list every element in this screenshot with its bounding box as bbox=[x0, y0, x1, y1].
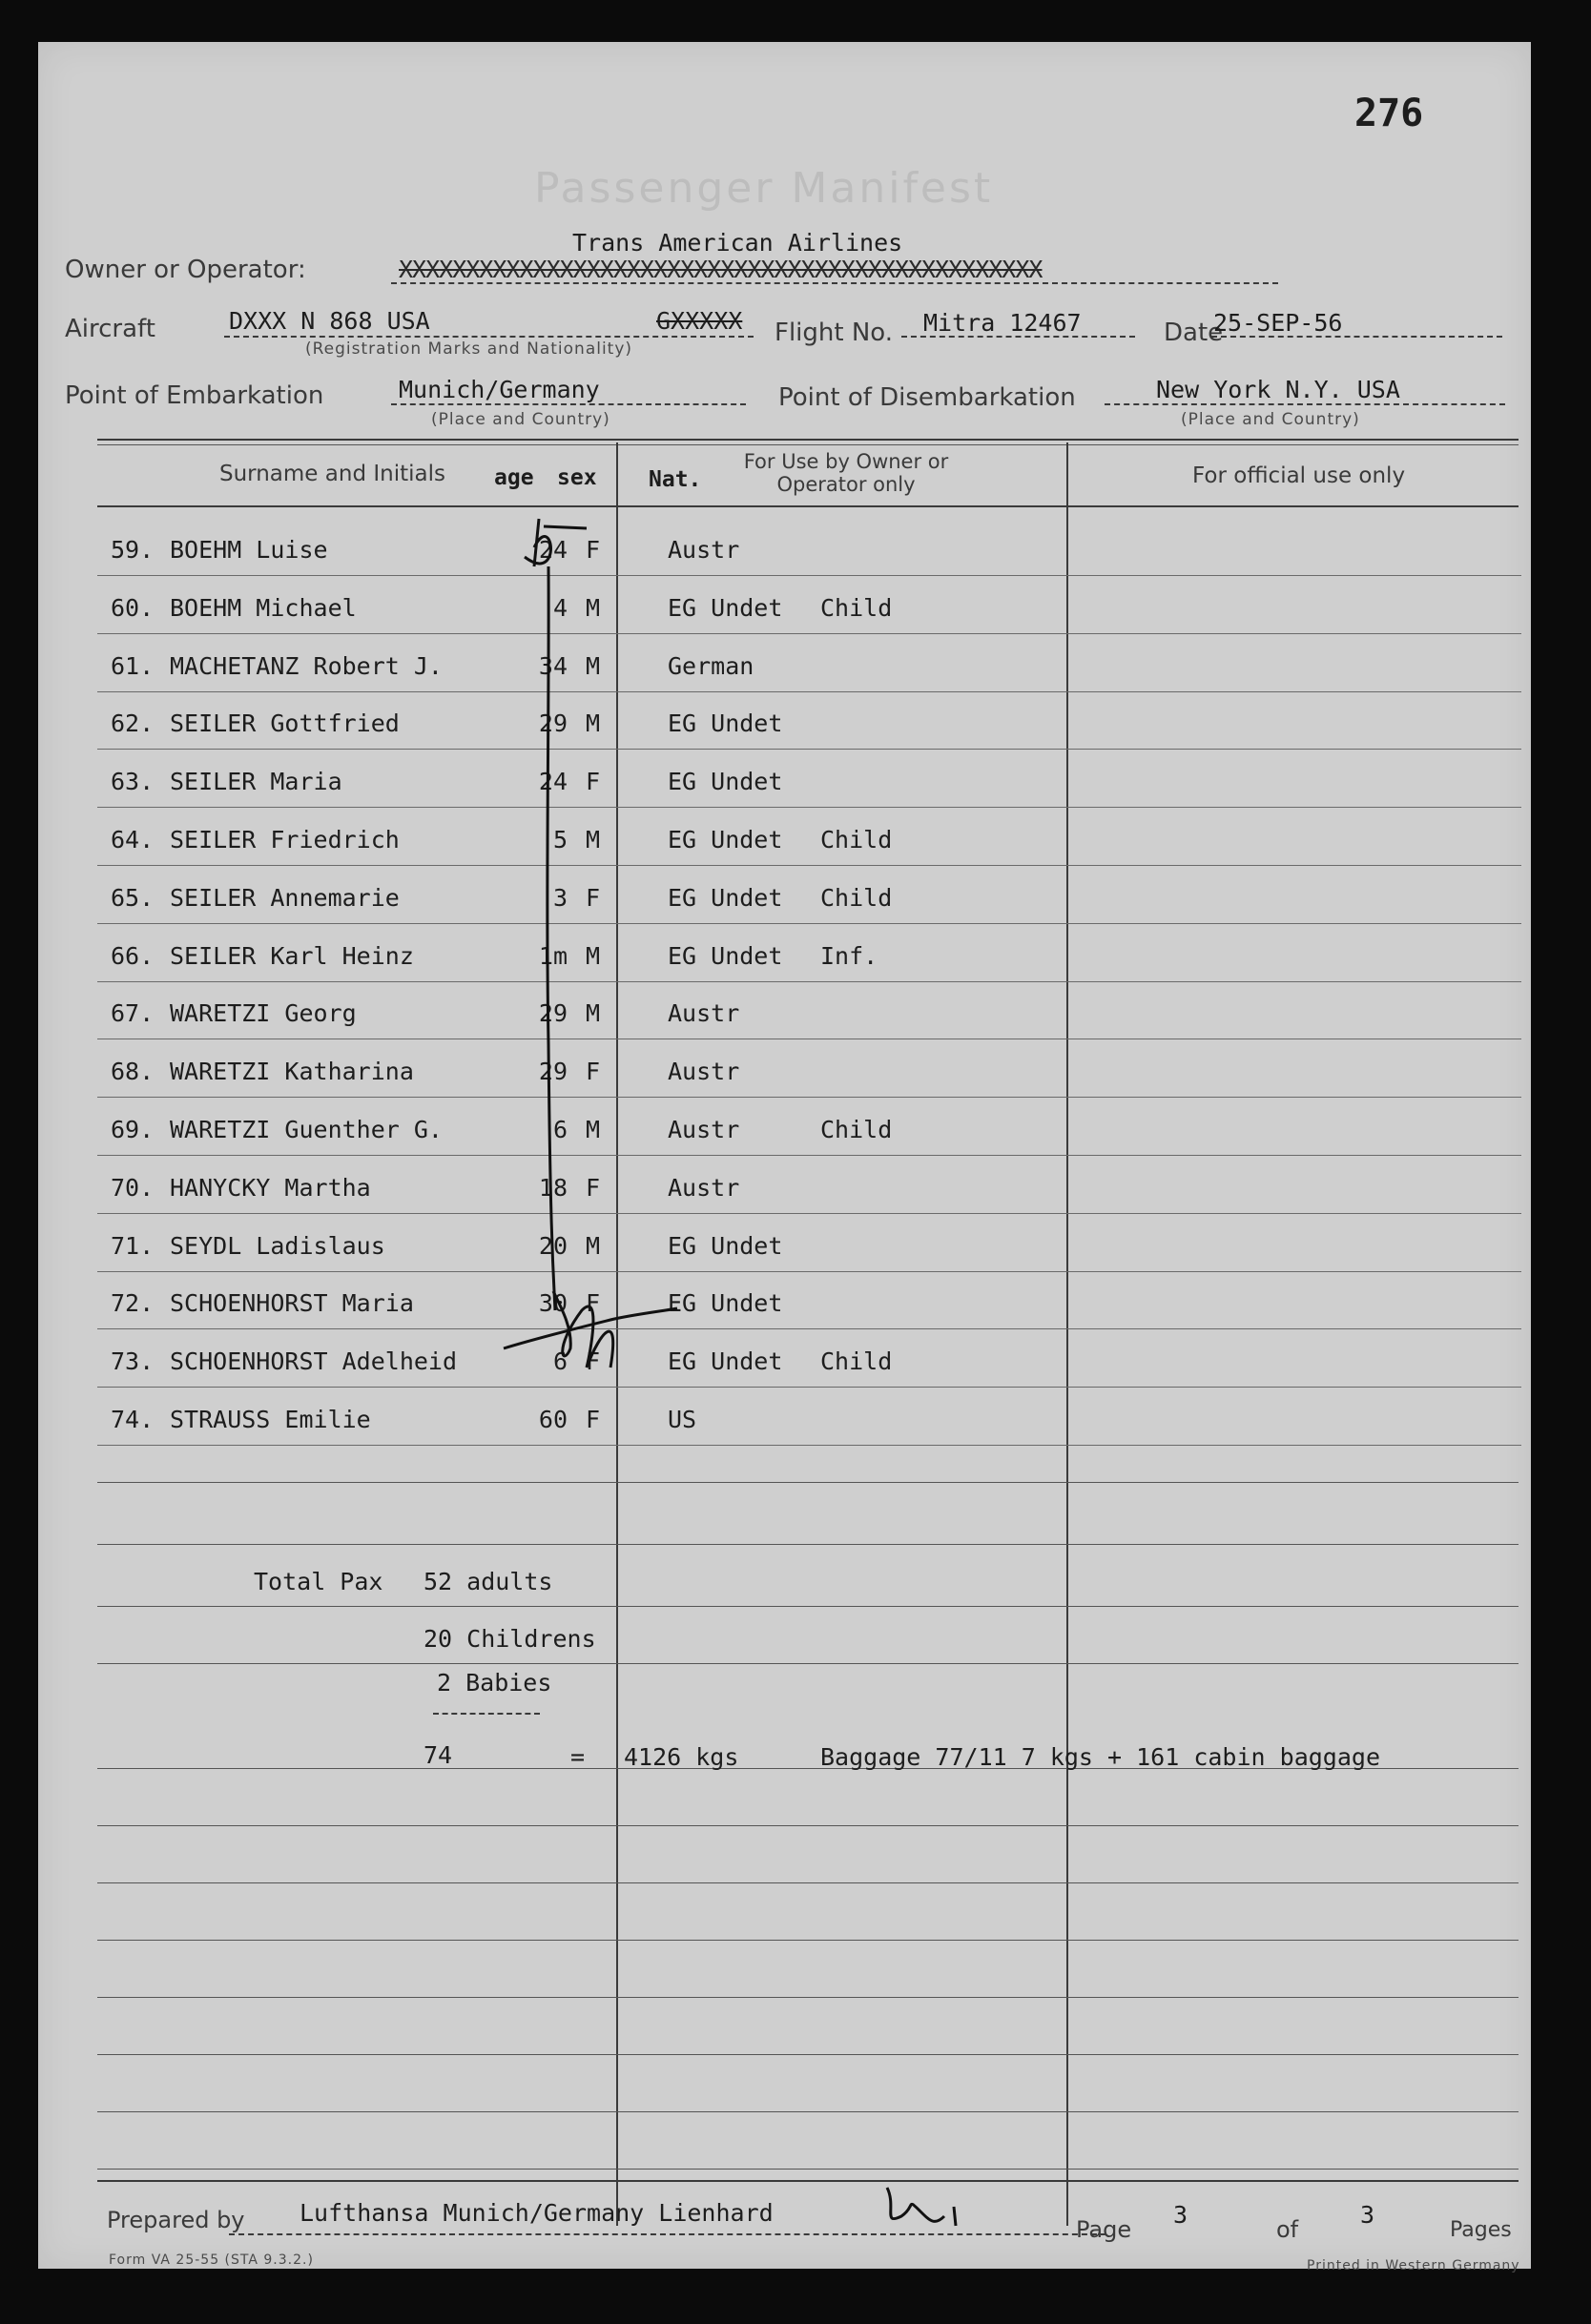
passenger-nationality: EG Undet bbox=[668, 1231, 783, 1260]
passenger-nationality: Austr bbox=[668, 1058, 740, 1086]
passenger-nationality: US bbox=[668, 1406, 697, 1433]
passenger-number: 74. bbox=[111, 1406, 155, 1433]
owner-label: Owner or Operator: bbox=[65, 256, 306, 284]
header-rule-top-2 bbox=[97, 444, 1519, 445]
passenger-sex: F bbox=[586, 1347, 601, 1376]
passenger-number: 65. bbox=[111, 883, 155, 912]
passenger-nationality: Austr bbox=[668, 1173, 740, 1202]
passenger-age: 5 bbox=[552, 826, 568, 854]
passenger-sex: M bbox=[586, 941, 601, 970]
passenger-sex: F bbox=[586, 1173, 601, 1202]
passenger-note: Child bbox=[820, 593, 893, 622]
embark-caption: (Place and Country) bbox=[431, 410, 610, 429]
total-children: 20 Childrens bbox=[424, 1625, 596, 1653]
passenger-nationality: EG Undet bbox=[668, 593, 783, 622]
owner-underline bbox=[391, 282, 1278, 284]
passenger-name: SEILER Gottfried bbox=[170, 710, 400, 738]
disembark-underline bbox=[1105, 403, 1505, 405]
passenger-name: HANYCKY Martha bbox=[170, 1173, 371, 1202]
passenger-age: 29 bbox=[538, 710, 568, 738]
passenger-name: BOEHM Michael bbox=[170, 593, 357, 622]
page-label: Page bbox=[1076, 2216, 1132, 2243]
date-value: 25-SEP-56 bbox=[1213, 309, 1343, 337]
passenger-sex: F bbox=[586, 1058, 601, 1086]
passenger-age: 20 bbox=[538, 1231, 568, 1260]
owner-value: XXXXXXXXXXXXXXXXXXXXXXXXXXXXXXXXXXXXXXXXXXXXXXXX bbox=[399, 256, 1043, 283]
aircraft-caption: (Registration Marks and Nationality) bbox=[305, 339, 633, 359]
page-value: 3 bbox=[1173, 2201, 1188, 2229]
header-owner-use: For Use by Owner or Operator only bbox=[743, 450, 949, 496]
passenger-number: 68. bbox=[111, 1058, 155, 1086]
passenger-sex: F bbox=[586, 1289, 601, 1318]
passenger-row bbox=[38, 809, 1531, 866]
passenger-row bbox=[38, 692, 1531, 750]
passenger-note: Child bbox=[820, 826, 893, 854]
page-number: 276 bbox=[1354, 92, 1424, 135]
total-weight: 4126 kgs bbox=[624, 1743, 739, 1771]
passenger-age: 60 bbox=[538, 1406, 568, 1433]
passenger-nationality: EG Undet bbox=[668, 941, 783, 970]
form-id: Form VA 25-55 (STA 9.3.2.) bbox=[109, 2252, 314, 2268]
passenger-row bbox=[38, 867, 1531, 924]
printed-note: Printed in Western Germany bbox=[1307, 2258, 1520, 2273]
passenger-sex: F bbox=[586, 768, 601, 796]
passenger-sex: F bbox=[586, 536, 601, 564]
of-value: 3 bbox=[1360, 2201, 1375, 2229]
header-rule-bottom bbox=[97, 505, 1519, 507]
passenger-nationality: Austr bbox=[668, 999, 740, 1028]
passenger-age: 6 bbox=[552, 1347, 568, 1376]
aircraft-underline bbox=[224, 336, 754, 338]
passenger-number: 59. bbox=[111, 536, 155, 564]
totals-separator bbox=[433, 1713, 540, 1715]
passenger-row bbox=[38, 1099, 1531, 1156]
passenger-number: 66. bbox=[111, 941, 155, 970]
passenger-number: 67. bbox=[111, 999, 155, 1028]
passenger-note: Inf. bbox=[820, 941, 878, 970]
passenger-number: 73. bbox=[111, 1347, 155, 1376]
passenger-age: 24 bbox=[538, 536, 568, 564]
total-equals: = bbox=[570, 1743, 586, 1771]
passenger-name: MACHETANZ Robert J. bbox=[170, 651, 443, 680]
passenger-nationality: EG Undet bbox=[668, 883, 783, 912]
passenger-number: 70. bbox=[111, 1173, 155, 1202]
passenger-name: SCHOENHORST Maria bbox=[170, 1289, 414, 1318]
passenger-number: 62. bbox=[111, 710, 155, 738]
prepared-label: Prepared by bbox=[107, 2207, 245, 2233]
header-age: age bbox=[494, 465, 534, 490]
flight-underline bbox=[901, 336, 1135, 338]
passenger-row bbox=[38, 635, 1531, 692]
disembark-caption: (Place and Country) bbox=[1181, 410, 1360, 429]
header-official: For official use only bbox=[1192, 463, 1406, 488]
passenger-age: 18 bbox=[538, 1173, 568, 1202]
empty-row-rule bbox=[97, 2169, 1519, 2170]
empty-row-rule bbox=[97, 1663, 1519, 1664]
passenger-sex: M bbox=[586, 999, 601, 1028]
passenger-row bbox=[38, 1330, 1531, 1388]
passenger-nationality: EG Undet bbox=[668, 710, 783, 738]
passenger-row bbox=[38, 1215, 1531, 1272]
prepared-value: Lufthansa Munich/Germany Lienhard bbox=[300, 2199, 774, 2227]
passenger-row bbox=[38, 1157, 1531, 1214]
passenger-number: 64. bbox=[111, 826, 155, 854]
passenger-name: WARETZI Guenther G. bbox=[170, 1116, 443, 1143]
date-underline bbox=[1211, 336, 1502, 338]
empty-row-rule bbox=[97, 1825, 1519, 1826]
passenger-nationality: Austr bbox=[668, 536, 740, 564]
empty-row-rule bbox=[97, 1940, 1519, 1941]
of-label: of bbox=[1276, 2216, 1299, 2243]
total-pax-label: Total Pax bbox=[254, 1568, 383, 1595]
passenger-note: Child bbox=[820, 883, 893, 912]
passenger-row bbox=[38, 577, 1531, 634]
empty-row-rule bbox=[97, 1882, 1519, 1883]
passenger-name: SEILER Maria bbox=[170, 768, 342, 796]
passenger-sex: M bbox=[586, 710, 601, 738]
total-sum: 74 bbox=[424, 1741, 453, 1769]
aircraft-value: DXXX N 868 USA bbox=[229, 307, 430, 335]
passenger-age: 24 bbox=[538, 768, 568, 796]
embark-value: Munich/Germany bbox=[399, 376, 600, 403]
passenger-nationality: EG Undet bbox=[668, 826, 783, 854]
passenger-name: STRAUSS Emilie bbox=[170, 1406, 371, 1433]
passenger-nationality: German bbox=[668, 651, 754, 680]
handwritten-initials bbox=[878, 2178, 992, 2235]
passenger-nationality: EG Undet bbox=[668, 1289, 783, 1318]
aircraft-label: Aircraft bbox=[65, 315, 155, 343]
footer-rule bbox=[97, 2180, 1519, 2182]
aircraft-extra: GXXXXX bbox=[656, 307, 743, 335]
passenger-sex: M bbox=[586, 1116, 601, 1143]
header-rule-top bbox=[97, 439, 1519, 441]
passenger-sex: M bbox=[586, 651, 601, 680]
passenger-number: 60. bbox=[111, 593, 155, 622]
passenger-row bbox=[38, 751, 1531, 808]
flight-value: Mitra 12467 bbox=[923, 309, 1082, 337]
passenger-sex: M bbox=[586, 1231, 601, 1260]
empty-row-rule bbox=[97, 1544, 1519, 1545]
pages-label: Pages bbox=[1450, 2218, 1512, 2242]
disembark-label: Point of Disembarkation bbox=[778, 383, 1076, 412]
header-nat: Nat. bbox=[649, 467, 702, 492]
passenger-sex: M bbox=[586, 593, 601, 622]
passenger-number: 63. bbox=[111, 768, 155, 796]
passenger-name: BOEHM Luise bbox=[170, 536, 328, 564]
flight-label: Flight No. bbox=[775, 319, 894, 347]
passenger-sex: F bbox=[586, 1406, 601, 1433]
passenger-note: Child bbox=[820, 1347, 893, 1376]
passenger-age: 3 bbox=[552, 883, 568, 912]
form-title: Passenger Manifest bbox=[534, 164, 994, 213]
header-name: Surname and Initials bbox=[219, 462, 445, 486]
passenger-name: SEILER Annemarie bbox=[170, 883, 400, 912]
total-adults: 52 adults bbox=[424, 1568, 553, 1595]
date-label: Date bbox=[1164, 319, 1224, 347]
passenger-age: 4 bbox=[552, 593, 568, 622]
empty-row-rule bbox=[97, 2111, 1519, 2112]
passenger-number: 72. bbox=[111, 1289, 155, 1318]
passenger-nationality: EG Undet bbox=[668, 1347, 783, 1376]
manifest-sheet bbox=[38, 42, 1531, 2273]
embark-underline bbox=[391, 403, 746, 405]
handwritten-bracket bbox=[496, 509, 687, 1425]
passenger-name: SEILER Friedrich bbox=[170, 826, 400, 854]
passenger-sex: M bbox=[586, 826, 601, 854]
passenger-row bbox=[38, 1040, 1531, 1098]
empty-row-rule bbox=[97, 1606, 1519, 1607]
passenger-name: SEILER Karl Heinz bbox=[170, 941, 414, 970]
passenger-number: 71. bbox=[111, 1231, 155, 1260]
passenger-number: 69. bbox=[111, 1116, 155, 1143]
passenger-row bbox=[38, 519, 1531, 576]
passenger-row bbox=[38, 1272, 1531, 1329]
passenger-age: 1m bbox=[538, 941, 568, 970]
empty-row-rule bbox=[97, 1482, 1519, 1483]
passenger-number: 61. bbox=[111, 651, 155, 680]
header-sex: sex bbox=[557, 465, 597, 490]
passenger-age: 6 bbox=[552, 1116, 568, 1143]
total-babies: 2 Babies bbox=[437, 1669, 552, 1697]
airline-name: Trans American Airlines bbox=[572, 229, 903, 257]
passenger-row bbox=[38, 982, 1531, 1039]
passenger-note: Child bbox=[820, 1116, 893, 1143]
passenger-name: WARETZI Georg bbox=[170, 999, 357, 1028]
passenger-sex: F bbox=[586, 883, 601, 912]
total-baggage: Baggage 77/11 7 kgs + 161 cabin baggage bbox=[820, 1743, 1380, 1771]
embark-label: Point of Embarkation bbox=[65, 381, 324, 410]
passenger-age: 29 bbox=[538, 1058, 568, 1086]
passenger-name: SEYDL Ladislaus bbox=[170, 1231, 385, 1260]
empty-row-rule bbox=[97, 1997, 1519, 1998]
empty-row-rule bbox=[97, 2054, 1519, 2055]
passenger-age: 30 bbox=[538, 1289, 568, 1318]
passenger-nationality: Austr bbox=[668, 1116, 740, 1143]
passenger-row bbox=[38, 1388, 1531, 1446]
passenger-row bbox=[38, 925, 1531, 982]
row-rule bbox=[97, 1445, 1521, 1446]
disembark-value: New York N.Y. USA bbox=[1156, 376, 1400, 403]
passenger-name: WARETZI Katharina bbox=[170, 1058, 414, 1086]
passenger-name: SCHOENHORST Adelheid bbox=[170, 1347, 458, 1376]
passenger-nationality: EG Undet bbox=[668, 768, 783, 796]
passenger-age: 29 bbox=[538, 999, 568, 1028]
passenger-age: 34 bbox=[538, 651, 568, 680]
